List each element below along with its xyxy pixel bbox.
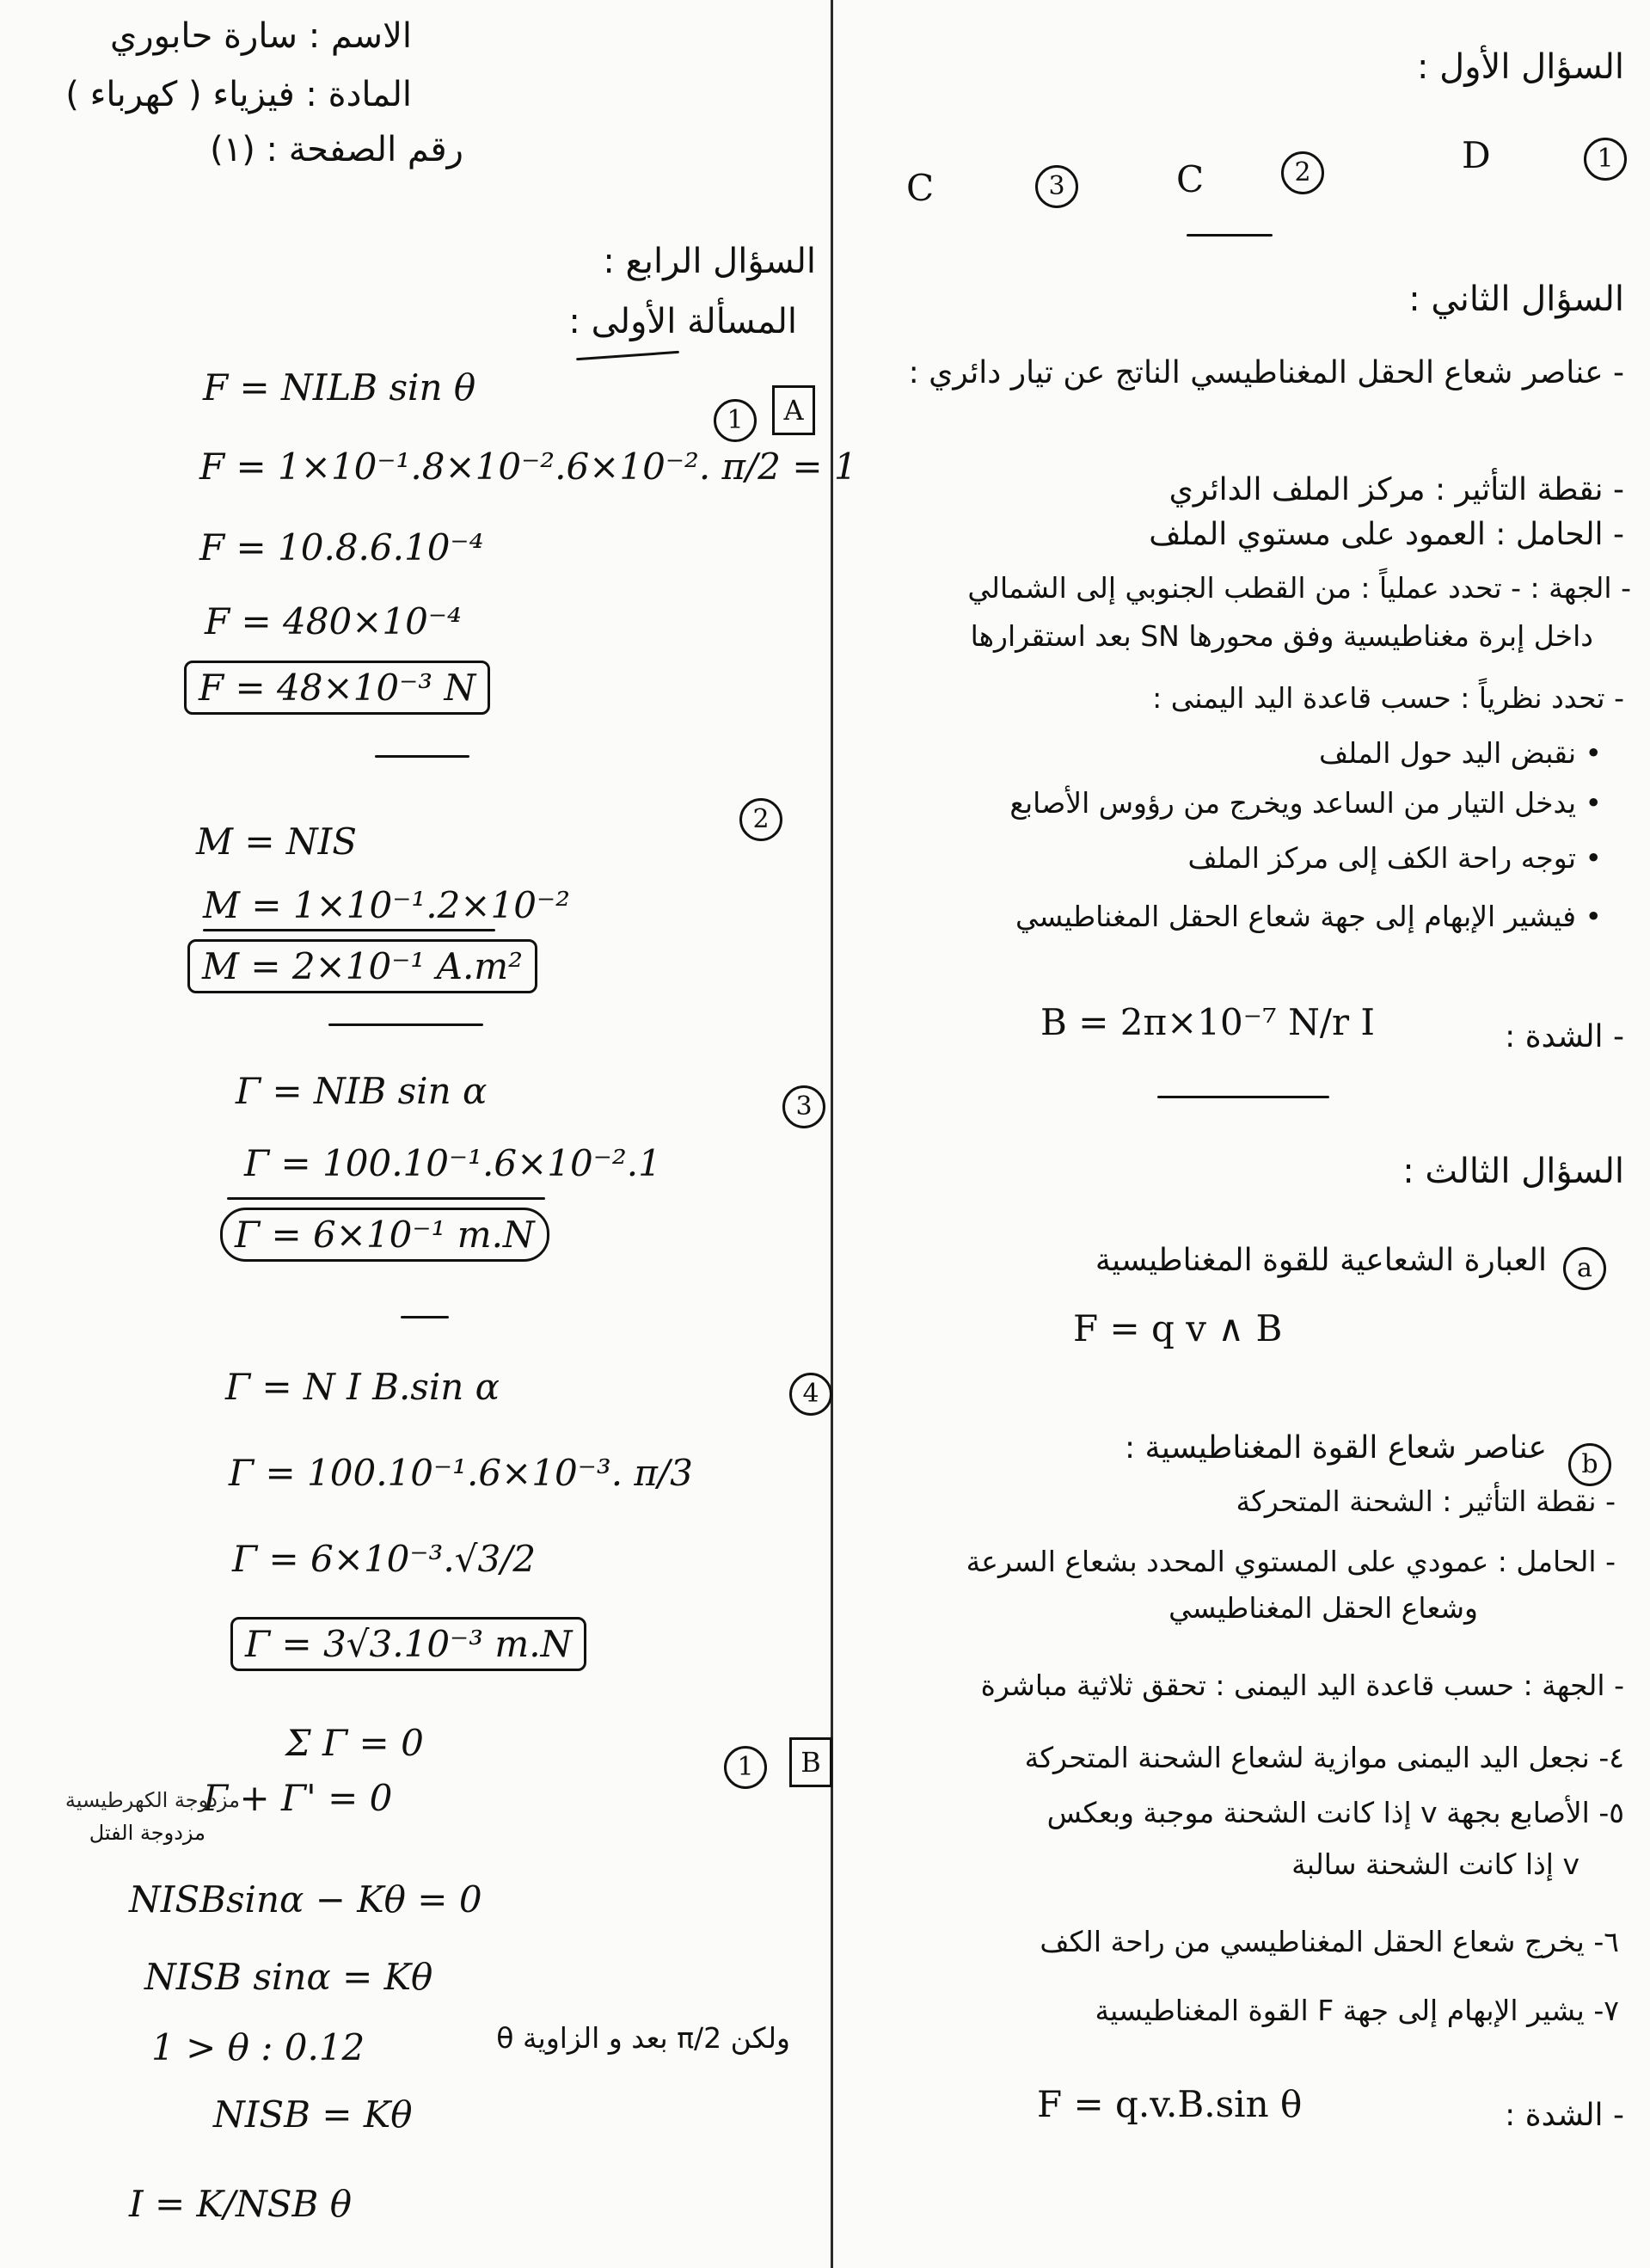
separator: [1187, 234, 1273, 237]
q2-line-1: - عناصر شعاع الحقل المغناطيسي الناتج عن تيار دائري :: [908, 355, 1624, 390]
q2-intensity-formula: B = 2π×10⁻⁷ N/r I: [1040, 1001, 1375, 1043]
q3-b-line-3: وشعاع الحقل المغناطيسي: [1168, 1591, 1478, 1625]
separator: [375, 755, 469, 758]
q3-intensity-formula: F = q.v.B.sin θ: [1037, 2083, 1303, 2125]
q3-a-text: العبارة الشعاعية للقوة المغناطيسية: [1095, 1243, 1547, 1278]
s1-line-4: F = 480×10⁻⁴: [205, 600, 462, 642]
s4-line-2: Γ = 100.10⁻¹.6×10⁻³. π/3: [229, 1452, 693, 1494]
angle-note: ولكن π/2 بعد و الزاوية θ: [496, 2021, 790, 2055]
q1-title: السؤال الأول :: [1416, 47, 1624, 87]
q2-line-4: - الجهة : - تحدد عملياً : من القطب الجنوبي إلى الشمالي: [967, 571, 1631, 605]
q1-num-2: 2: [1281, 151, 1324, 194]
b-line-5: 1 > θ : 0.12: [151, 2026, 365, 2068]
b-line-2: Γ + Γ' = 0: [203, 1777, 393, 1819]
s4-line-3: Γ = 6×10⁻³.√3/2: [232, 1538, 537, 1580]
q2-line-3: - الحامل : العمود على مستوي الملف: [1149, 517, 1624, 552]
q3-b-marker: b: [1568, 1443, 1611, 1486]
s3-result-box: Γ = 6×10⁻¹ m.N: [220, 1208, 549, 1262]
q4-title: السؤال الرابع :: [603, 242, 816, 281]
s4-result-box: Γ = 3√3.10⁻³ m.N: [230, 1617, 586, 1671]
q3-b-line-5: ٤- نجعل اليد اليمنى موازية لشعاع الشحنة المتحركة: [1024, 1741, 1624, 1774]
separator: [401, 1316, 449, 1318]
part-b-step-marker: 1: [724, 1746, 767, 1789]
underline: [203, 929, 495, 931]
q2-line-2: - نقطة التأثير : مركز الملف الدائري: [1168, 472, 1624, 507]
q3-b-line-9: ٧- يشير الإبهام إلى جهة F القوة المغناطيسية: [1095, 1994, 1619, 2027]
separator: [1157, 1096, 1329, 1098]
q3-intensity-label: - الشدة :: [1505, 2098, 1624, 2133]
s1-line-3: F = 10.8.6.10⁻⁴: [199, 526, 484, 569]
q2-bullet-3: • توجه راحة الكف إلى مركز الملف: [1187, 841, 1602, 875]
step-1-marker: 1: [714, 399, 757, 442]
step-2-marker: 2: [739, 798, 782, 841]
q2-bullet-2: • يدخل التيار من الساعد ويخرج من رؤوس الأصابع: [1009, 786, 1602, 820]
part-b-marker: B: [789, 1737, 832, 1787]
b-line-6: NISB = Kθ: [213, 2093, 413, 2136]
s1-line-2: F = 1×10⁻¹.8×10⁻².6×10⁻². π/2 = 1: [199, 446, 857, 488]
subject-label: المادة : فيزياء ( كهرباء ): [65, 75, 412, 114]
q2-bullet-4: • فيشير الإبهام إلى جهة شعاع الحقل المغناطيسي: [1015, 900, 1602, 933]
couple-note-2: مزدوجة الكهرطيسية: [64, 1788, 240, 1812]
q3-b-line-2: - الحامل : عمودي على المستوي المحدد بشعاع السرعة: [966, 1545, 1616, 1578]
q1-num-3: 3: [1035, 165, 1078, 208]
q3-a-formula: F = q v ∧ B: [1073, 1307, 1283, 1349]
q3-b-line-1: - نقطة التأثير : الشحنة المتحركة: [1236, 1484, 1616, 1518]
q2-line-6: - تحدد نظرياً : حسب قاعدة اليد اليمنى :: [1152, 681, 1624, 715]
q1-answer-1: D: [1462, 134, 1491, 176]
couple-note: مزدوجة الفتل: [89, 1821, 205, 1845]
q1-answer-2: C: [1176, 158, 1205, 200]
step-3-marker: 3: [782, 1085, 825, 1128]
q1-num-1: 1: [1584, 138, 1627, 181]
s2-result-box: M = 2×10⁻¹ A.m²: [187, 939, 537, 993]
part-a-marker: A: [772, 385, 815, 435]
q2-title: السؤال الثاني :: [1408, 280, 1624, 319]
s1-line-1: F = NILB sin θ: [203, 366, 476, 409]
b-line-4: NISB sinα = Kθ: [144, 1956, 433, 1998]
s1-result-box: F = 48×10⁻³ N: [184, 661, 490, 715]
s4-line-1: Γ = N I B.sin α: [225, 1366, 500, 1408]
q3-b-text: عناصر شعاع القوة المغناطيسية :: [1124, 1430, 1547, 1466]
q3-a-marker: a: [1563, 1247, 1606, 1290]
q2-intensity-label: - الشدة :: [1505, 1019, 1624, 1054]
q3-b-line-8: ٦- يخرج شعاع الحقل المغناطيسي من راحة الكف: [1040, 1925, 1619, 1958]
q3-b-line-7: v إذا كانت الشحنة سالبة: [1291, 1847, 1579, 1881]
b-line-3: NISBsinα − Kθ = 0: [129, 1878, 482, 1921]
q2-bullet-1: • نقبض اليد حول الملف: [1318, 736, 1602, 770]
s3-line-2: Γ = 100.10⁻¹.6×10⁻².1: [244, 1142, 661, 1184]
q3-b-line-4: - الجهة : حسب قاعدة اليد اليمنى : تحقق ثلاثية مباشرة: [980, 1669, 1624, 1702]
s2-line-2: M = 1×10⁻¹.2×10⁻²: [203, 884, 570, 926]
q4-subtitle: المسألة الأولى :: [568, 302, 797, 341]
page-number: رقم الصفحة : (١): [210, 130, 463, 169]
s2-line-1: M = NIS: [196, 821, 358, 863]
q3-b-line-6: ٥- الأصابع بجهة v إذا كانت الشحنة موجبة وبعكس: [1046, 1796, 1624, 1829]
step-4-marker: 4: [789, 1373, 832, 1416]
q2-line-5: داخل إبرة مغناطيسية وفق محورها SN بعد استقرارها: [970, 619, 1593, 653]
underline: [227, 1197, 545, 1200]
s3-line-1: Γ = NIB sin α: [236, 1070, 488, 1112]
separator: [328, 1023, 483, 1026]
student-name: الاسم : سارة حابوري: [110, 16, 412, 56]
b-line-7: I = K/NSB θ: [129, 2183, 353, 2225]
q1-answer-3: C: [906, 167, 935, 209]
b-line-1: Σ Γ = 0: [285, 1722, 424, 1764]
q3-title: السؤال الثالث :: [1402, 1152, 1624, 1191]
underline: [576, 351, 679, 360]
column-divider: [831, 0, 833, 2268]
